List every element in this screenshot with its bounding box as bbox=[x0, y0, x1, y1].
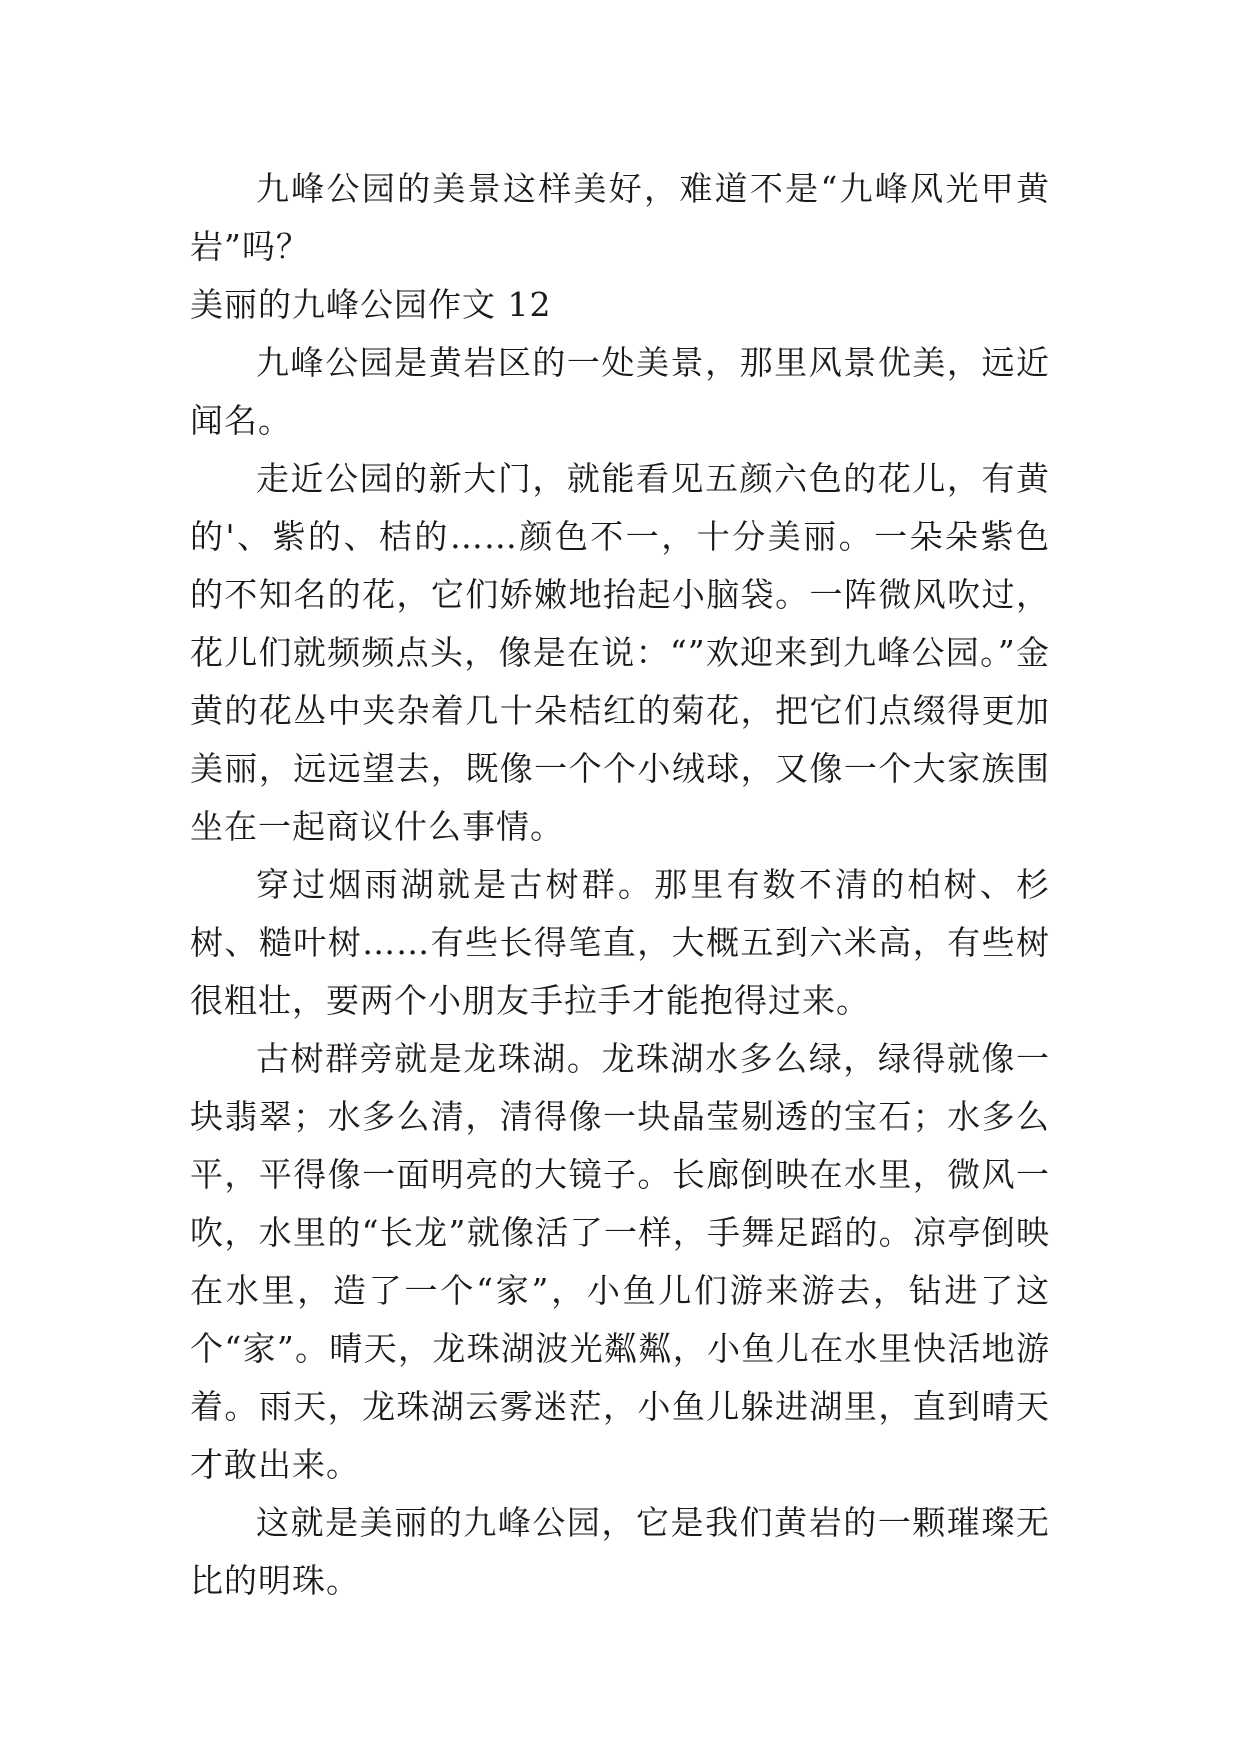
document-body bbox=[190, 160, 1050, 1610]
essay-heading: 美丽的九峰公园作文 12 bbox=[190, 285, 552, 324]
paragraph-intro: 九峰公园是黄岩区的一处美景，那里风景优美，远近闻名。 bbox=[190, 343, 1050, 440]
paragraph-longzhu-lake: 古树群旁就是龙珠湖。龙珠湖水多么绿，绿得就像一块翡翠；水多么清，清得像一块晶莹剔透的宝石；水多么平，平得像一面明亮的大镜子。长廊倒映在水里，微风一吹，水里的“长龙”就像活了一样，手舞足蹈的。凉亭倒映在水里，造了一个“家”，小鱼儿们游来游去，钻进了这个“家”。晴天，龙珠湖波光粼粼，小鱼儿在水里快活地游着。雨天，龙珠湖云雾迷茫，小鱼儿躲进湖里，直到晴天才敢出来。 bbox=[190, 1039, 1050, 1484]
paragraph-ancient-trees: 穿过烟雨湖就是古树群。那里有数不清的柏树、杉树、糙叶树……有些长得笔直，大概五到六米高，有些树很粗壮，要两个小朋友手拉手才能抱得过来。 bbox=[190, 865, 1050, 1020]
paragraph-previous-ending: 九峰公园的美景这样美好，难道不是“九峰风光甲黄岩”吗？ bbox=[190, 169, 1050, 266]
paragraph-flowers: 走近公园的新大门，就能看见五颜六色的花儿，有黄的'、紫的、桔的……颜色不一，十分美丽。一朵朵紫色的不知名的花，它们娇嫩地抬起小脑袋。一阵微风吹过，花儿们就频频点头，像是在说：“”欢迎来到九峰公园。”金黄的花丛中夹杂着几十朵桔红的菊花，把它们点缀得更加美丽，远远望去，既像一个个小绒球，又像一个大家族围坐在一起商议什么事情。 bbox=[190, 459, 1050, 846]
paragraph-conclusion: 这就是美丽的九峰公园，它是我们黄岩的一颗璀璨无比的明珠。 bbox=[190, 1503, 1050, 1600]
